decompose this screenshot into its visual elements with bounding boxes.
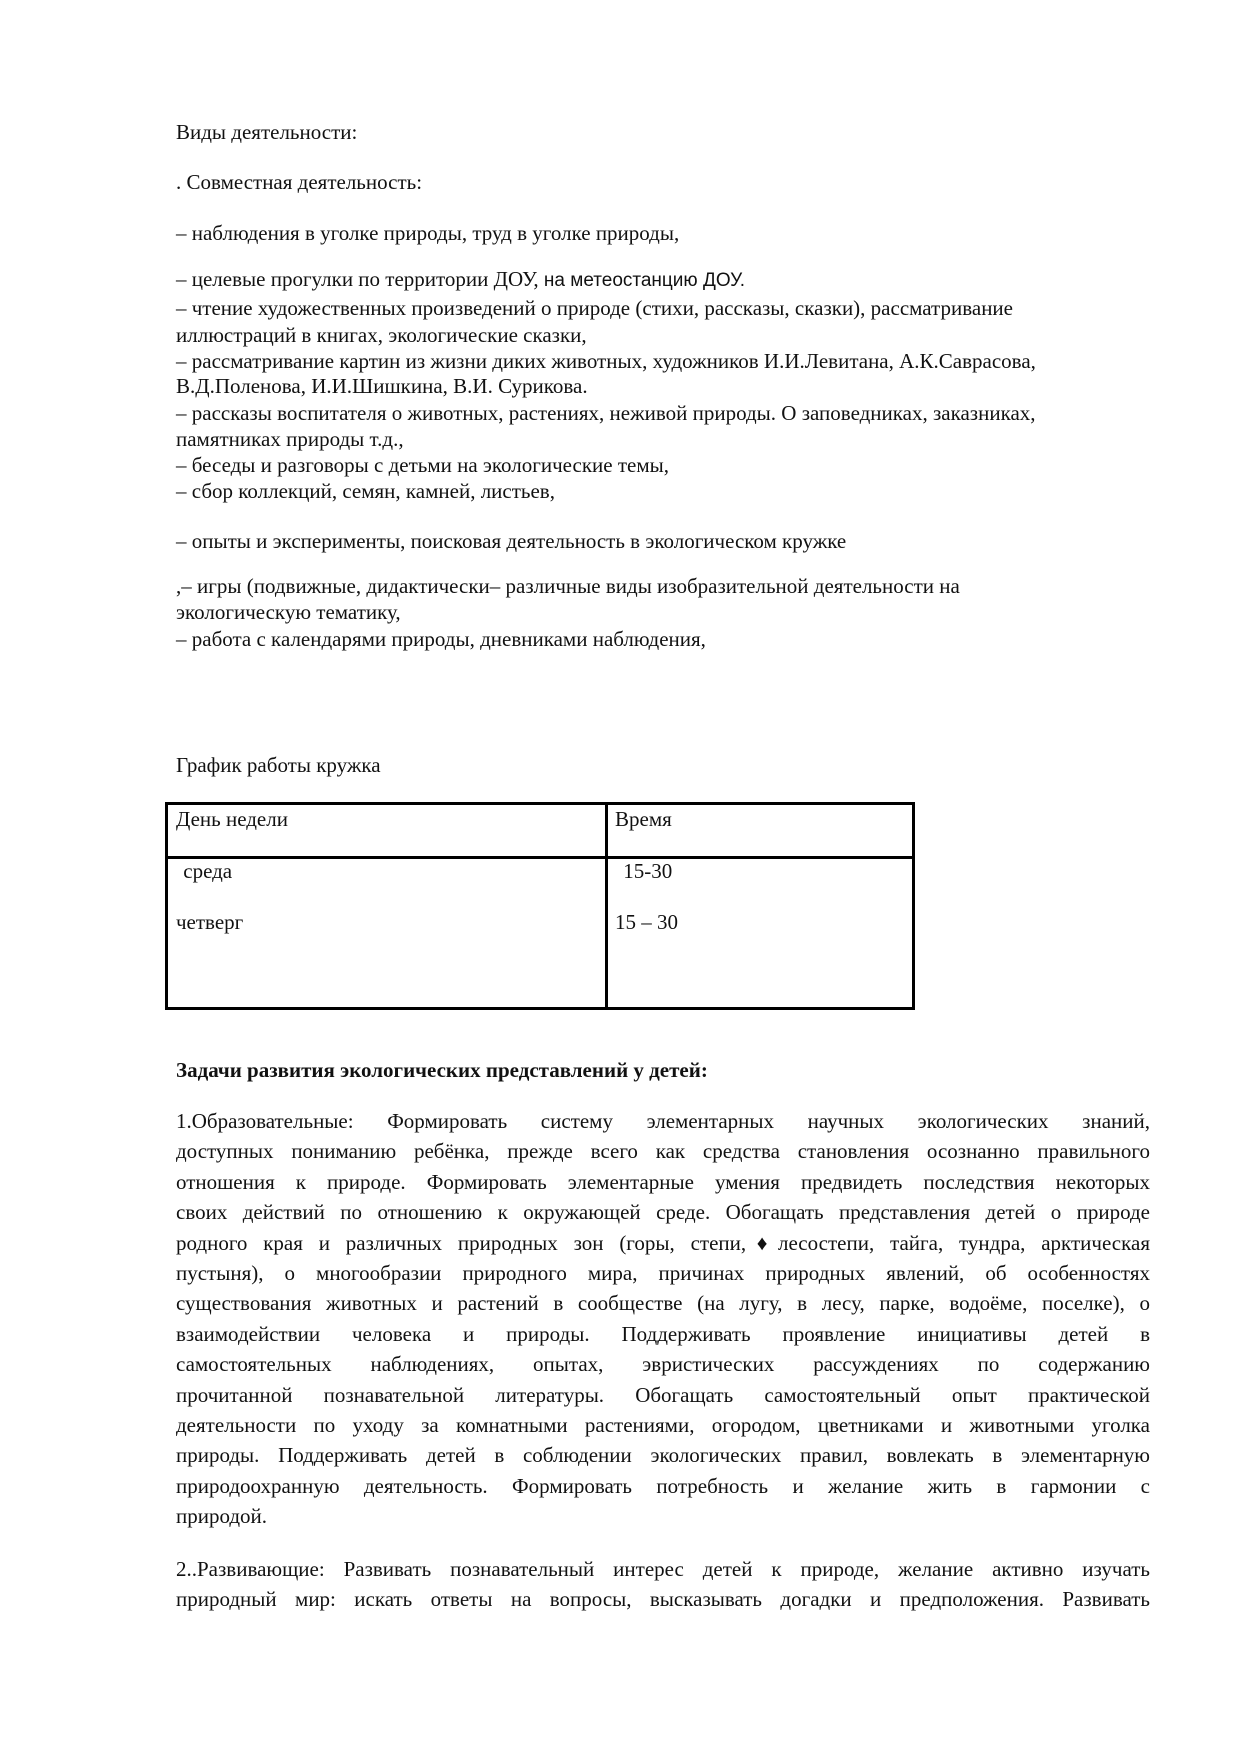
table-divider [168, 856, 912, 859]
joint-activity-heading: . Совместная деятельность: [176, 170, 423, 194]
paragraph-line: доступных пониманию ребёнка, прежде всего как средства становления осознанно правильного [176, 1139, 1150, 1164]
paragraph-line: природный мир: искать ответы на вопросы, высказывать догадки и предположения. Развивать [176, 1587, 1150, 1612]
activity-line: экологическую тематику, [176, 600, 401, 624]
activity-line: – опыты и эксперименты, поисковая деятельность в экологическом кружке [176, 529, 847, 553]
activity-line: – сбор коллекций, семян, камней, листьев, [176, 479, 555, 503]
paragraph-line: 1.Образовательные: Формировать систему элементарных научных экологических знаний, [176, 1109, 1150, 1133]
tasks-heading: Задачи развития экологических представлений у детей: [176, 1058, 708, 1082]
activity-line: – работа с календарями природы, дневниками наблюдения, [176, 627, 706, 651]
schedule-table [165, 802, 915, 1010]
paragraph-line: прочитанной познавательной литературы. Обогащать самостоятельный опыт практической [176, 1382, 1150, 1407]
activity-line: – наблюдения в уголке природы, труд в уголке природы, [176, 221, 680, 245]
paragraph-line: деятельности по уходу за комнатными растениями, огородом, цветниками и животными уголка [176, 1413, 1150, 1437]
table-divider [605, 805, 608, 1007]
activity-line: памятниках природы т.д., [176, 427, 404, 451]
paragraph-line: природы. Поддерживать детей в соблюдении экологических правил, вовлекать в элементарную [176, 1443, 1150, 1468]
walks-text: – целевые прогулки по территории ДОУ, [176, 267, 544, 291]
activity-line: – рассказы воспитателя о животных, растениях, неживой природы. О заповедниках, заказниках, [176, 401, 1036, 425]
activity-line: ,– игры (подвижные, дидактически– различные виды изобразительной деятельности на [176, 574, 960, 598]
activity-line: иллюстраций в книгах, экологические сказки, [176, 323, 587, 347]
paragraph-line: пустыня), о многообразии природного мира, причинах природных явлений, об особенностях [176, 1261, 1150, 1285]
walks-text-sans: на метеостанцию ДОУ. [543, 270, 746, 291]
table-cell-day: четверг [176, 910, 244, 934]
activity-line: – чтение художественных произведений о природе (стихи, рассказы, сказки), рассматривание [176, 296, 1013, 320]
paragraph-line: отношения к природе. Формировать элементарные умения предвидеть последствия некоторых [176, 1169, 1150, 1194]
activities-title: Виды деятельности: [176, 120, 358, 144]
activity-line-walks [176, 267, 745, 293]
activity-line: В.Д.Поленова, И.И.Шишкина, В.И. Сурикова. [176, 374, 588, 398]
paragraph-line: своих действий по отношению к окружающей среде. Обогащать представления детей о природе [176, 1200, 1150, 1225]
paragraph-line: природоохранную деятельность. Формировать потребность и желание жить в гармонии с [176, 1473, 1150, 1498]
paragraph-line: 2..Развивающие: Развивать познавательный интерес детей к природе, желание активно изучать [176, 1557, 1150, 1581]
table-cell-time: 15 – 30 [615, 910, 678, 934]
paragraph-line: самостоятельных наблюдениях, опытах, эвристических рассуждениях по содержанию [176, 1352, 1150, 1377]
paragraph-line: родного края и различных природных зон (горы, степи,♦лесостепи, тайга, тундра, арктическая [176, 1230, 1150, 1255]
paragraph-line: существования животных и растений в сообществе (на лугу, в лесу, парке, водоёме, поселке), о [176, 1291, 1150, 1316]
paragraph-line: взаимодействии человека и природы. Поддерживать проявление инициативы детей в [176, 1321, 1150, 1346]
activity-line: – рассматривание картин из жизни диких животных, художников И.И.Левитана, А.К.Саврасова, [176, 349, 1036, 373]
table-header-time: Время [615, 807, 672, 831]
paragraph-line: природой. [176, 1504, 268, 1529]
activity-line: – беседы и разговоры с детьми на экологические темы, [176, 453, 669, 477]
schedule-title: График работы кружка [176, 753, 381, 777]
table-header-day: День недели [176, 807, 288, 831]
table-cell-day: среда [178, 859, 233, 883]
table-cell-time: 15-30 [618, 859, 673, 883]
